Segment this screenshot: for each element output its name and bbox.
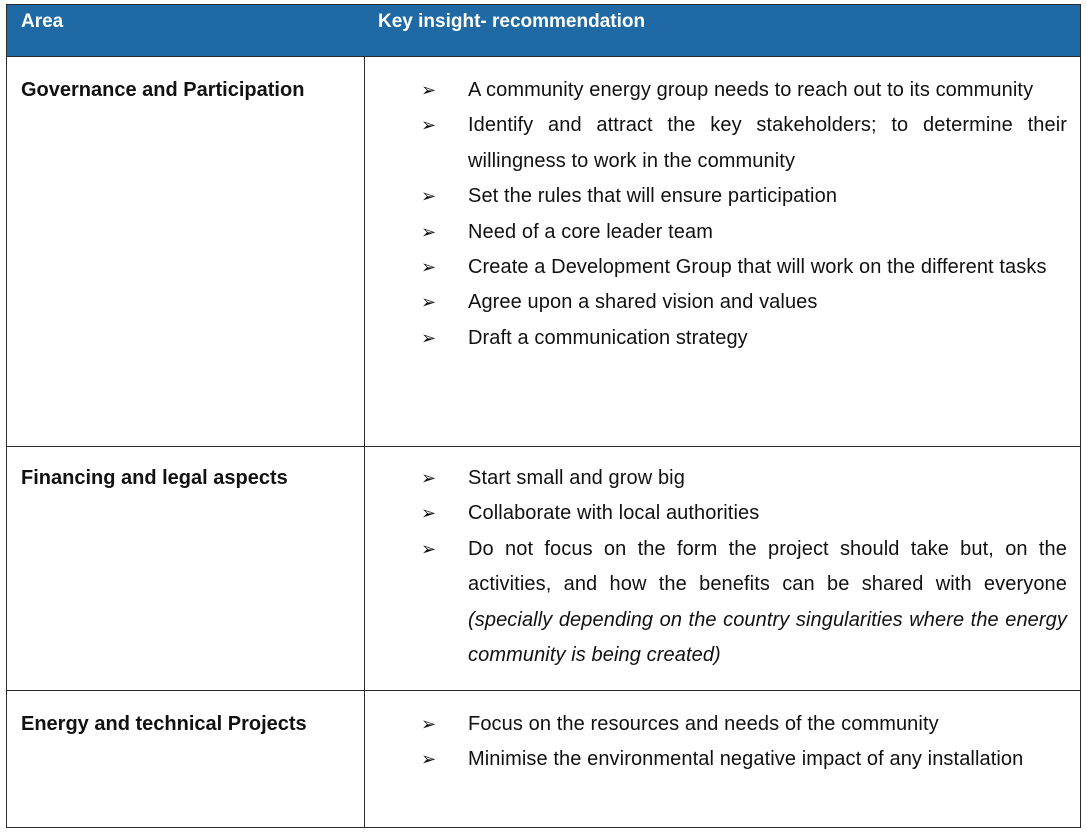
table-row-financing [7, 447, 1080, 691]
header-area: Area [21, 11, 64, 32]
recommendation-list [421, 73, 1067, 356]
area-label: Financing and legal aspects [21, 467, 288, 489]
arrow-bullet-icon: ➢ [421, 503, 437, 525]
list-item: ➢ Minimise the environmental negative impact of any installation [421, 742, 1067, 777]
table-header [7, 5, 1080, 57]
table-row-energy [7, 691, 1080, 829]
list-item: ➢ Collaborate with local authorities [421, 496, 1067, 531]
arrow-bullet-icon: ➢ [421, 714, 437, 735]
list-item: ➢ Agree upon a shared vision and values [421, 285, 1067, 320]
arrow-bullet-icon: ➢ [421, 186, 437, 208]
area-label: Governance and Participation [21, 79, 305, 101]
list-item: ➢ Start small and grow big [421, 461, 1067, 496]
country-note: (specially depending on the country singularities where the energy community is being created) [468, 608, 1067, 667]
recommendations-table [6, 4, 1081, 828]
list-item: ➢ Focus on the resources and needs of the community [421, 707, 1067, 742]
list-item: ➢ Create a Development Group that will work on the different tasks [421, 250, 1067, 285]
recommendation-list [421, 707, 1067, 778]
list-item: ➢ Need of a core leader team [421, 215, 1067, 250]
arrow-bullet-icon: ➢ [421, 292, 437, 314]
arrow-bullet-icon: ➢ [421, 115, 437, 137]
list-item: ➢ Do not focus on the form the project should take but, on the activities, and how the benefits can be shared with everyone (specially depending on the country singularities where the energy community is being created) [421, 532, 1067, 674]
arrow-bullet-icon: ➢ [421, 538, 437, 560]
arrow-bullet-icon: ➢ [421, 257, 437, 279]
list-item: ➢ Draft a communication strategy [421, 321, 1067, 356]
arrow-bullet-icon: ➢ [421, 221, 437, 243]
list-item: ➢ Identify and attract the key stakeholders; to determine their willingness to work in the community [421, 108, 1067, 179]
table-row-governance [7, 57, 1080, 447]
header-key-insight: Key insight- recommendation [378, 11, 646, 32]
arrow-bullet-icon: ➢ [421, 468, 437, 489]
arrow-bullet-icon: ➢ [421, 80, 437, 101]
area-label: Energy and technical Projects [21, 713, 307, 735]
arrow-bullet-icon: ➢ [421, 327, 437, 349]
arrow-bullet-icon: ➢ [421, 749, 437, 771]
list-item: ➢ Set the rules that will ensure participation [421, 179, 1067, 214]
recommendation-list [421, 461, 1067, 673]
list-item: ➢ A community energy group needs to reach out to its community [421, 73, 1067, 108]
